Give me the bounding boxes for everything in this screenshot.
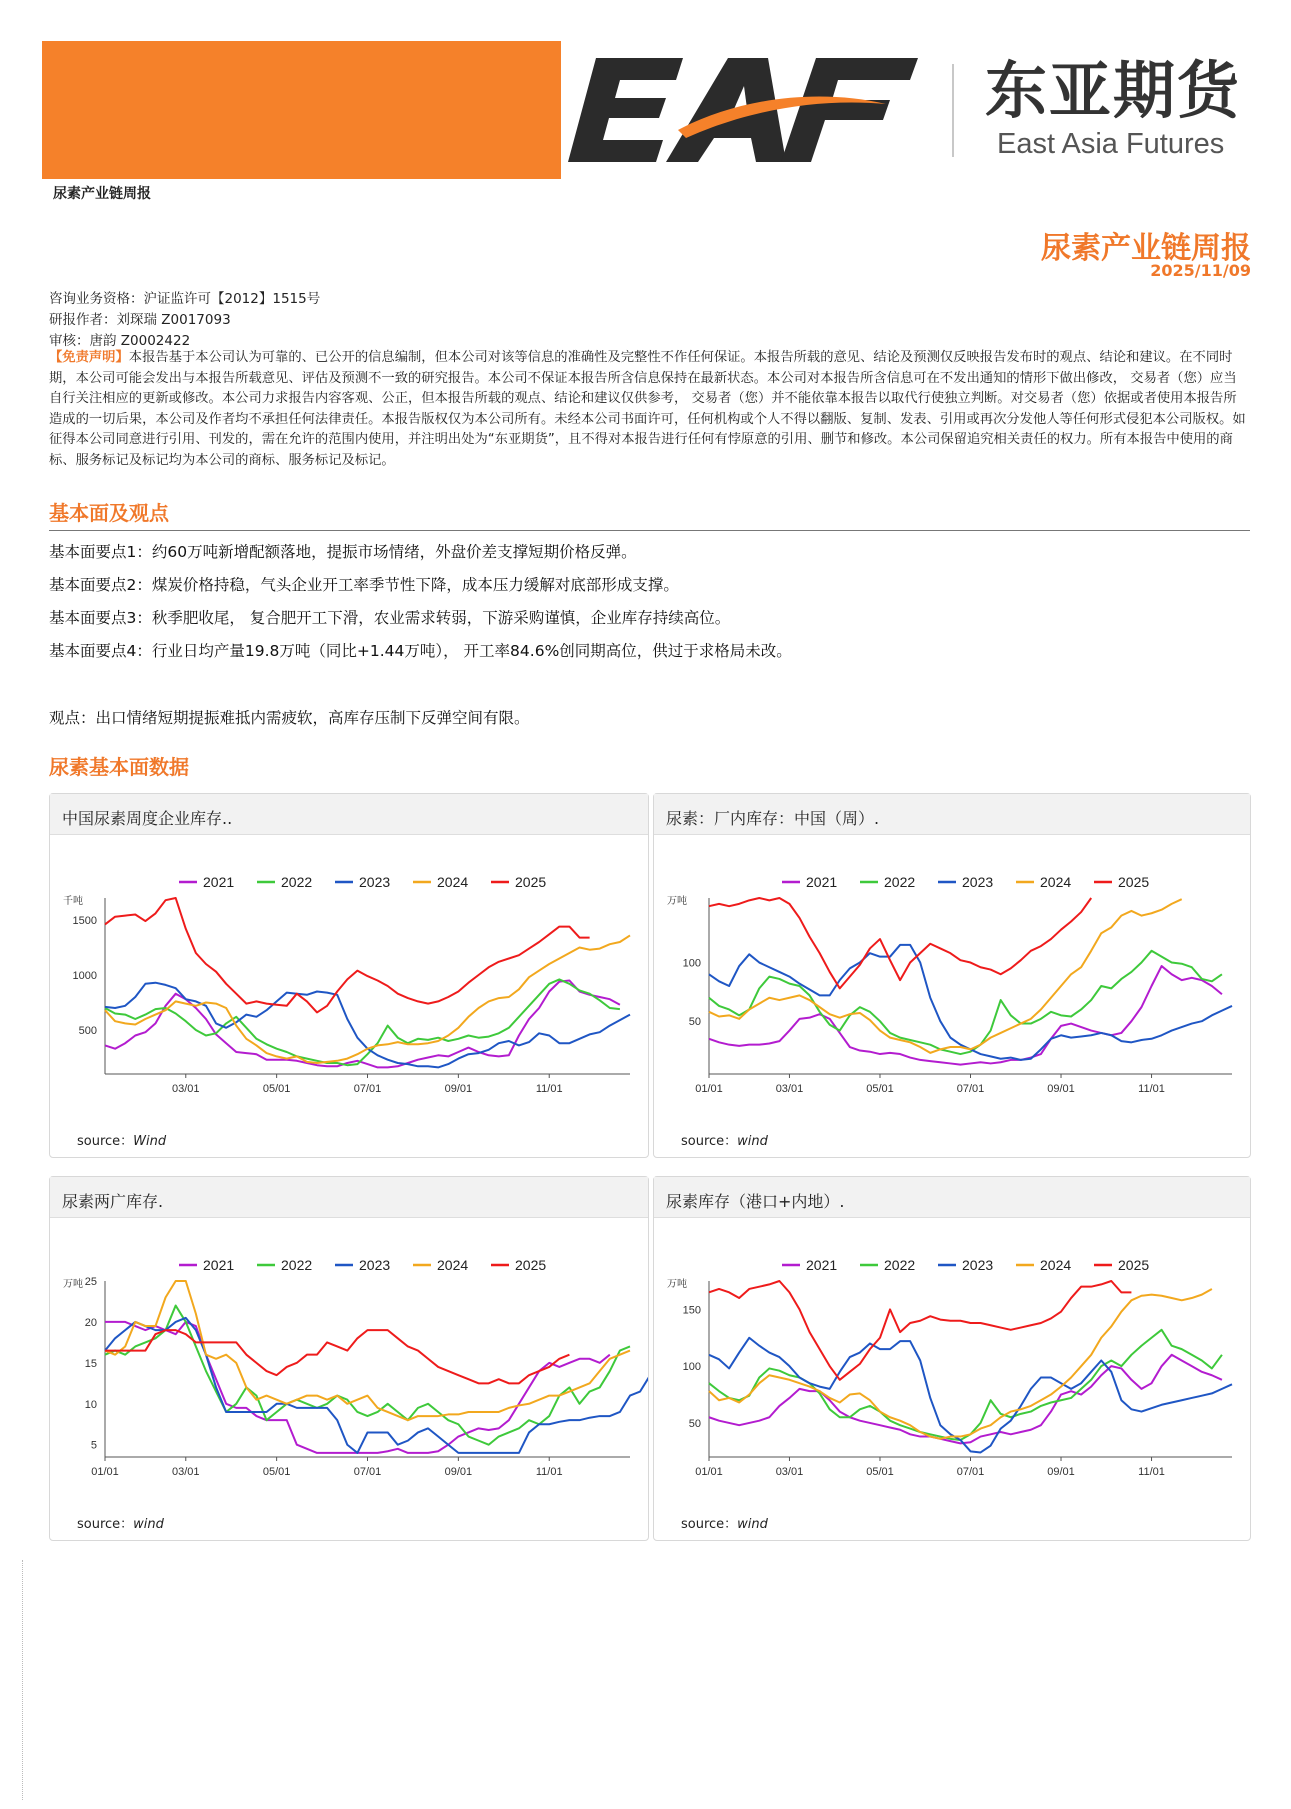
header-orange-band — [42, 41, 561, 179]
series-line-2021 — [709, 1355, 1222, 1444]
y-tick-label: 15 — [84, 1357, 97, 1370]
y-tick-label: 50 — [688, 1016, 701, 1029]
legend-label: 2023 — [962, 874, 994, 890]
x-tick-label: 09/01 — [1047, 1466, 1075, 1478]
chart-panel-1 — [49, 793, 649, 1158]
chart-title: 中国尿素周度企业库存.. — [50, 794, 648, 835]
margin-dotted-line — [22, 1560, 23, 1800]
x-tick-label: 09/01 — [444, 1083, 473, 1095]
logo-company-name-cn: 东亚期货 — [985, 54, 1242, 127]
fundamental-point-1: 基本面要点1：约60万吨新增配额落地，提振市场情绪，外盘价差支撑短期价格反弹。 — [49, 543, 637, 561]
x-tick-label: 01/01 — [695, 1466, 723, 1478]
x-tick-label: 09/01 — [444, 1466, 473, 1478]
legend-label: 2025 — [1118, 1257, 1150, 1273]
legend-label: 2024 — [437, 1257, 469, 1273]
legend-label: 2025 — [515, 874, 547, 890]
legend-label: 2022 — [281, 1257, 313, 1273]
legend-label: 2024 — [1040, 874, 1072, 890]
y-tick-label: 500 — [78, 1025, 97, 1037]
legend-label: 2025 — [1118, 874, 1150, 890]
legend-label: 2024 — [1040, 1257, 1072, 1273]
view-statement: 观点：出口情绪短期提振难抵内需疲软，高库存压制下反弹空间有限。 — [49, 709, 530, 727]
section-divider — [49, 530, 1250, 531]
logo-divider — [952, 64, 954, 157]
legend-label: 2021 — [203, 874, 235, 890]
y-tick-label: 100 — [682, 957, 701, 970]
disclaimer — [49, 348, 1249, 471]
series-line-2023 — [105, 1318, 648, 1453]
y-axis-unit: 万吨 — [667, 896, 687, 907]
y-axis-unit: 万吨 — [667, 1279, 687, 1290]
legend-label: 2025 — [515, 1257, 547, 1273]
chart-panel-2 — [653, 793, 1251, 1158]
series-line-2024 — [709, 1289, 1212, 1439]
x-tick-label: 01/01 — [695, 1083, 723, 1095]
x-tick-label: 07/01 — [353, 1083, 382, 1095]
x-tick-label: 07/01 — [353, 1466, 382, 1478]
x-tick-label: 11/01 — [1138, 1083, 1165, 1095]
y-tick-label: 10 — [84, 1398, 97, 1411]
x-tick-label: 11/01 — [535, 1083, 563, 1095]
fundamental-point-4: 基本面要点4：行业日均产量19.8万吨（同比+1.44万吨）， 开工率84.6%创同期高位，供过于求格局未改。 — [49, 642, 792, 660]
section-fundamentals-title: 基本面及观点 — [49, 501, 169, 525]
fundamental-point-2: 基本面要点2：煤炭价格持稳，气头企业开工率季节性下降，成本压力缓解对底部形成支撑。 — [49, 576, 679, 594]
x-tick-label: 05/01 — [866, 1466, 894, 1478]
disclaimer-tag: 【免责声明】 — [49, 350, 129, 365]
legend-label: 2023 — [359, 1257, 391, 1273]
x-tick-label: 09/01 — [1047, 1083, 1075, 1095]
chart-4 — [654, 1219, 1250, 1499]
x-tick-label: 03/01 — [172, 1083, 200, 1095]
y-tick-label: 100 — [682, 1361, 701, 1374]
legend-label: 2022 — [884, 874, 916, 890]
header-doc-name: 尿素产业链周报 — [53, 186, 151, 202]
chart-source: source：Wind — [77, 1134, 167, 1149]
series-line-2021 — [105, 981, 620, 1068]
disclaimer-text: 本报告基于本公司认为可靠的、已公开的信息编制，但本公司对该等信息的准确性及完整性不作任何保证。本报告所载的意见、结论及预测仅反映报告发布时的观点、结论和建议。在不同时期，本公司可能会发出与本报告所载意见、评估及预测不一致的研究报告。本公司不保证本报告所含信息保持在最新状态。本公司对本报告所含信息可在不发出通知的情形下做出修改， 交易者（您）应当自行关注相应的更新或修改。本公司力求报告内容客观、公正，但本报告所载的观点、结论和建议仅供参考， 交易者（您）并不能依靠本报告以取代行使独立判断。对交易者（您）依据或者使用本报告所造成的一切后果，本公司及作者均不承担任何法律责任。本报告版权仅为本公司所有。未经本公司书面许可，任何机构或个人不得以翻版、复制、发表、引用或再次分发他人等任何形式侵犯本公司版权。如征得本公司同意进行引用、刊发的，需在允许的范围内使用，并注明出处为“东亚期货”，且不得对本报告进行任何有悖原意的引用、删节和修改。本公司保留追究相关责任的权力。所有本报告中使用的商标、服务标记及标记均为本公司的商标、服务标记及标记。 — [49, 350, 1246, 468]
x-tick-label: 05/01 — [262, 1083, 291, 1095]
y-tick-label: 1500 — [72, 915, 97, 927]
chart-1 — [50, 836, 648, 1116]
y-tick-label: 150 — [682, 1304, 701, 1317]
series-line-2024 — [105, 1281, 630, 1420]
series-line-2025 — [709, 1281, 1131, 1380]
legend-label: 2024 — [437, 874, 469, 890]
y-axis-unit: 万吨 — [63, 1279, 83, 1290]
chart-title: 尿素：厂内库存：中国（周）. — [654, 794, 1250, 835]
series-line-2022 — [709, 1330, 1222, 1440]
series-line-2025 — [105, 1330, 569, 1383]
section-data-title: 尿素基本面数据 — [49, 755, 189, 779]
legend-label: 2023 — [962, 1257, 994, 1273]
x-tick-label: 05/01 — [866, 1083, 894, 1095]
meta-author: 研报作者：刘琛瑞 Z0017093 — [49, 312, 231, 328]
report-title: 尿素产业链周报 — [1041, 231, 1251, 266]
chart-title: 尿素库存（港口+内地）. — [654, 1177, 1250, 1218]
eaf-logo-icon — [568, 58, 918, 163]
meta-license: 咨询业务资格：沪证监许可【2012】1515号 — [49, 291, 321, 307]
x-tick-label: 07/01 — [956, 1466, 985, 1478]
x-tick-label: 01/01 — [91, 1466, 119, 1478]
legend-label: 2021 — [806, 1257, 838, 1273]
legend-label: 2023 — [359, 874, 391, 890]
legend-label: 2022 — [281, 874, 313, 890]
legend-label: 2021 — [203, 1257, 235, 1273]
x-tick-label: 11/01 — [535, 1466, 563, 1478]
series-line-2021 — [709, 966, 1222, 1065]
legend-label: 2022 — [884, 1257, 916, 1273]
chart-title: 尿素两广库存. — [50, 1177, 648, 1218]
y-tick-label: 25 — [84, 1276, 97, 1288]
report-date: 2025/11/09 — [1150, 261, 1251, 280]
y-tick-label: 1000 — [72, 970, 97, 982]
x-tick-label: 07/01 — [956, 1083, 985, 1095]
chart-source: source：wind — [681, 1517, 768, 1532]
chart-2 — [654, 836, 1250, 1116]
fundamental-point-3: 基本面要点3：秋季肥收尾， 复合肥开工下滑，农业需求转弱，下游采购谨慎，企业库存持续高位。 — [49, 609, 731, 627]
meta-reviewer: 审核：唐韵 Z0002422 — [49, 333, 191, 349]
logo-company-name-en: East Asia Futures — [997, 128, 1225, 160]
x-tick-label: 03/01 — [775, 1083, 804, 1095]
chart-panel-3 — [49, 1176, 649, 1541]
chart-source: source：wind — [681, 1134, 768, 1149]
y-tick-label: 5 — [90, 1439, 97, 1452]
series-line-2025 — [709, 898, 1091, 988]
chart-3 — [50, 1219, 648, 1499]
x-tick-label: 03/01 — [172, 1466, 200, 1478]
y-axis-unit: 千吨 — [63, 896, 83, 907]
y-tick-label: 50 — [688, 1417, 701, 1430]
legend-label: 2021 — [806, 874, 838, 890]
x-tick-label: 03/01 — [775, 1466, 804, 1478]
x-tick-label: 11/01 — [1138, 1466, 1165, 1478]
x-tick-label: 05/01 — [262, 1466, 291, 1478]
y-tick-label: 20 — [84, 1316, 97, 1329]
chart-source: source：wind — [77, 1517, 164, 1532]
chart-panel-4 — [653, 1176, 1251, 1541]
series-line-2021 — [105, 1322, 610, 1453]
